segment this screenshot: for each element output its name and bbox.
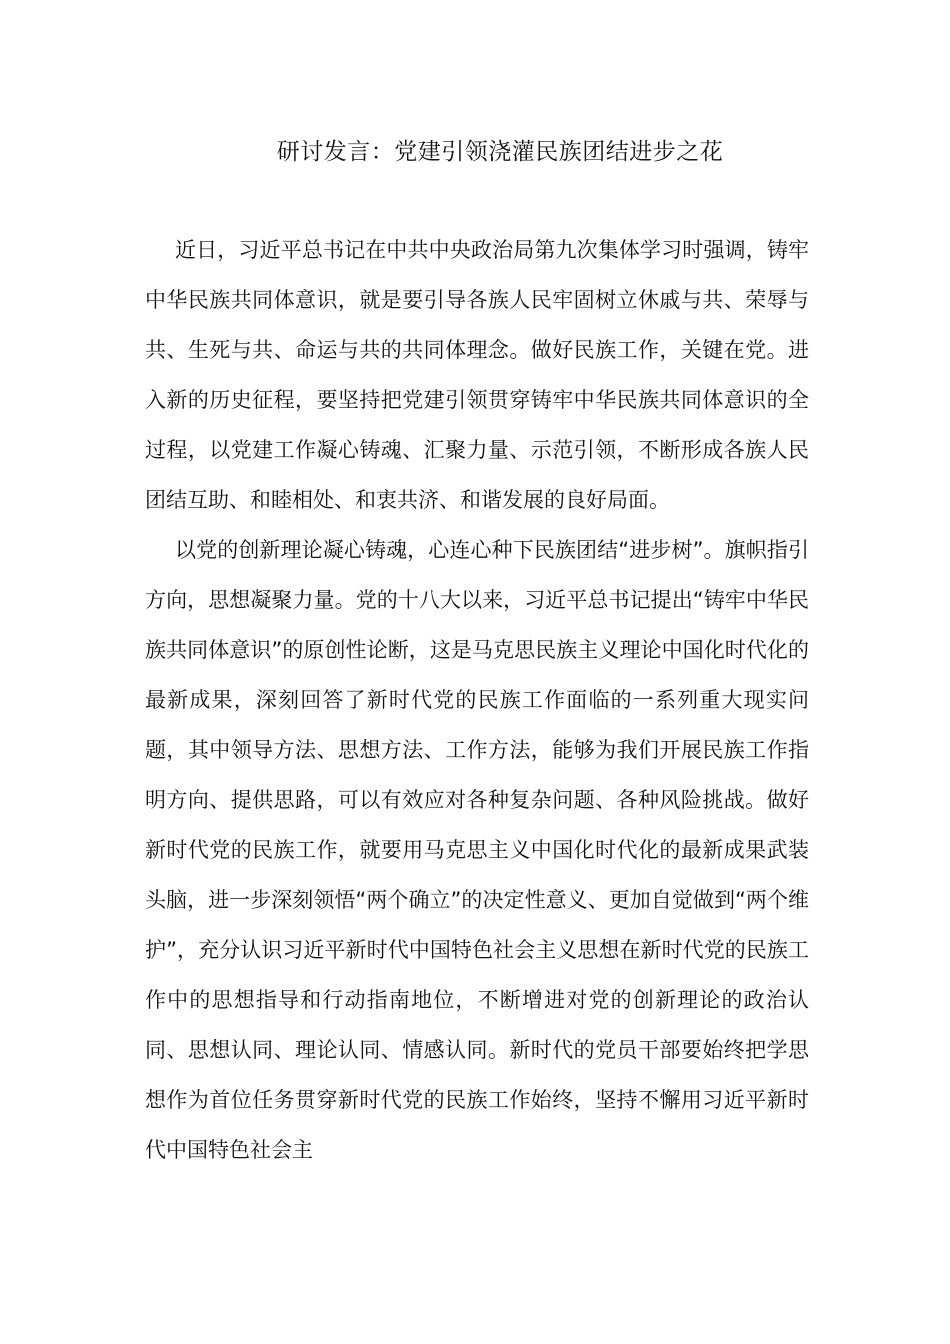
- document-body: [145, 225, 809, 1175]
- paragraph-1: 近日，习近平总书记在中共中央政治局第九次集体学习时强调，铸牢中华民族共同体意识，就是要引导各族人民牢固树立休戚与共、荣辱与共、生死与共、命运与共的共同体理念。做好民族工作，关键在党。进入新的历史征程，要坚持把党建引领贯穿铸牢中华民族共同体意识的全过程，以党建工作凝心铸魂、汇聚力量、示范引领，不断形成各族人民团结互助、和睦相处、和衷共济、和谐发展的良好局面。: [145, 238, 809, 512]
- paragraph-2: 以党的创新理论凝心铸魂，心连心种下民族团结“进步树”。旗帜指引方向，思想凝聚力量。党的十八大以来，习近平总书记提出“铸牢中华民族共同体意识”的原创性论断，这是马克思民族主义理论中国化时代化的最新成果，深刻回答了新时代党的民族工作面临的一系列重大现实问题，其中领导方法、思想方法、工作方法，能够为我们开展民族工作指明方向、提供思路，可以有效应对各种复杂问题、各种风险挑战。做好新时代党的民族工作，就要用马克思主义中国化时代化的最新成果武装头脑，进一步深刻领悟“两个确立”的决定性意义、更加自觉做到“两个维护”，充分认识习近平新时代中国特色社会主义思想在新时代党的民族工作中的思想指导和行动指南地位，不断增进对党的创新理论的政治认同、思想认同、理论认同、情感认同。新时代的党员干部要始终把学思想作为首位任务贯穿新时代党的民族工作始终，坚持不懈用习近平新时代中国特色社会主: [145, 538, 809, 1162]
- document-title: 研讨发言：党建引领浇灌民族团结进步之花: [276, 139, 724, 165]
